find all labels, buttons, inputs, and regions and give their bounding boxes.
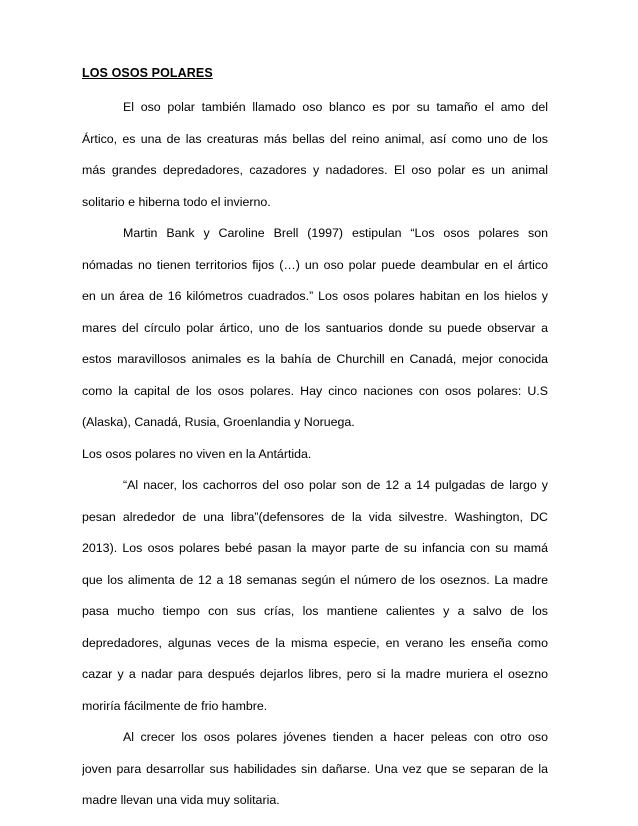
paragraph-line: 2013). Los osos polares bebé pasan la mayor parte de su infancia con su mamá (82, 541, 548, 555)
paragraph-line: estos maravillosos animales es la bahía de Churchill en Canadá, mejor conocida (82, 352, 548, 366)
paragraph-line: nómadas no tienen territorios fijos (…) un oso polar puede deambular en el ártico (82, 258, 548, 272)
paragraph-line: pesan alrededor de una libra”(defensores de la vida silvestre. Washington, DC (82, 510, 548, 524)
paragraph-line: (Alaska), Canadá, Rusia, Groenlandia y Noruega. (82, 415, 355, 429)
paragraph-line: “Al nacer, los cachorros del oso polar son de 12 a 14 pulgadas de largo y (123, 478, 548, 492)
paragraph-line: Los osos polares no viven en la Antártida. (82, 447, 312, 461)
paragraph-line: mares del círculo polar ártico, uno de los santuarios donde su puede observar a (82, 321, 548, 335)
paragraph-line: joven para desarrollar sus habilidades sin dañarse. Una vez que se separan de la (82, 762, 548, 776)
paragraph-line: solitario e hiberna todo el invierno. (82, 195, 271, 209)
paragraph-line: que los alimenta de 12 a 18 semanas según el número de los oseznos. La madre (82, 573, 548, 587)
paragraph-line: madre llevan una vida muy solitaria. (82, 793, 280, 807)
paragraph-line: Ártico, es una de las creaturas más bellas del reino animal, así como uno de los (82, 132, 548, 146)
paragraph-line: más grandes depredadores, cazadores y nadadores. El oso polar es un animal (82, 163, 548, 177)
paragraph-line: en un área de 16 kilómetros cuadrados.” Los osos polares habitan en los hielos y (82, 289, 548, 303)
paragraph-line: Martin Bank y Caroline Brell (1997) estipulan “Los osos polares son (123, 226, 548, 240)
paragraph-line: depredadores, algunas veces de la misma especie, en verano les enseña como (82, 636, 548, 650)
paragraph-line: cazar y a nadar para después dejarlos libres, pero si la madre muriera el osezno (82, 667, 548, 681)
paragraph-line: moriría fácilmente de frio hambre. (82, 699, 268, 713)
paragraph-line: El oso polar también llamado oso blanco es por su tamaño el amo del (123, 100, 548, 114)
paragraph-line: Al crecer los osos polares jóvenes tienden a hacer peleas con otro oso (123, 730, 548, 744)
paragraph-line: como la capital de los osos polares. Hay cinco naciones con osos polares: U.S (82, 384, 548, 398)
paragraph-line: pasa mucho tiempo con sus crías, los mantiene calientes y a salvo de los (82, 604, 548, 618)
document-title: LOS OSOS POLARES (82, 66, 213, 80)
